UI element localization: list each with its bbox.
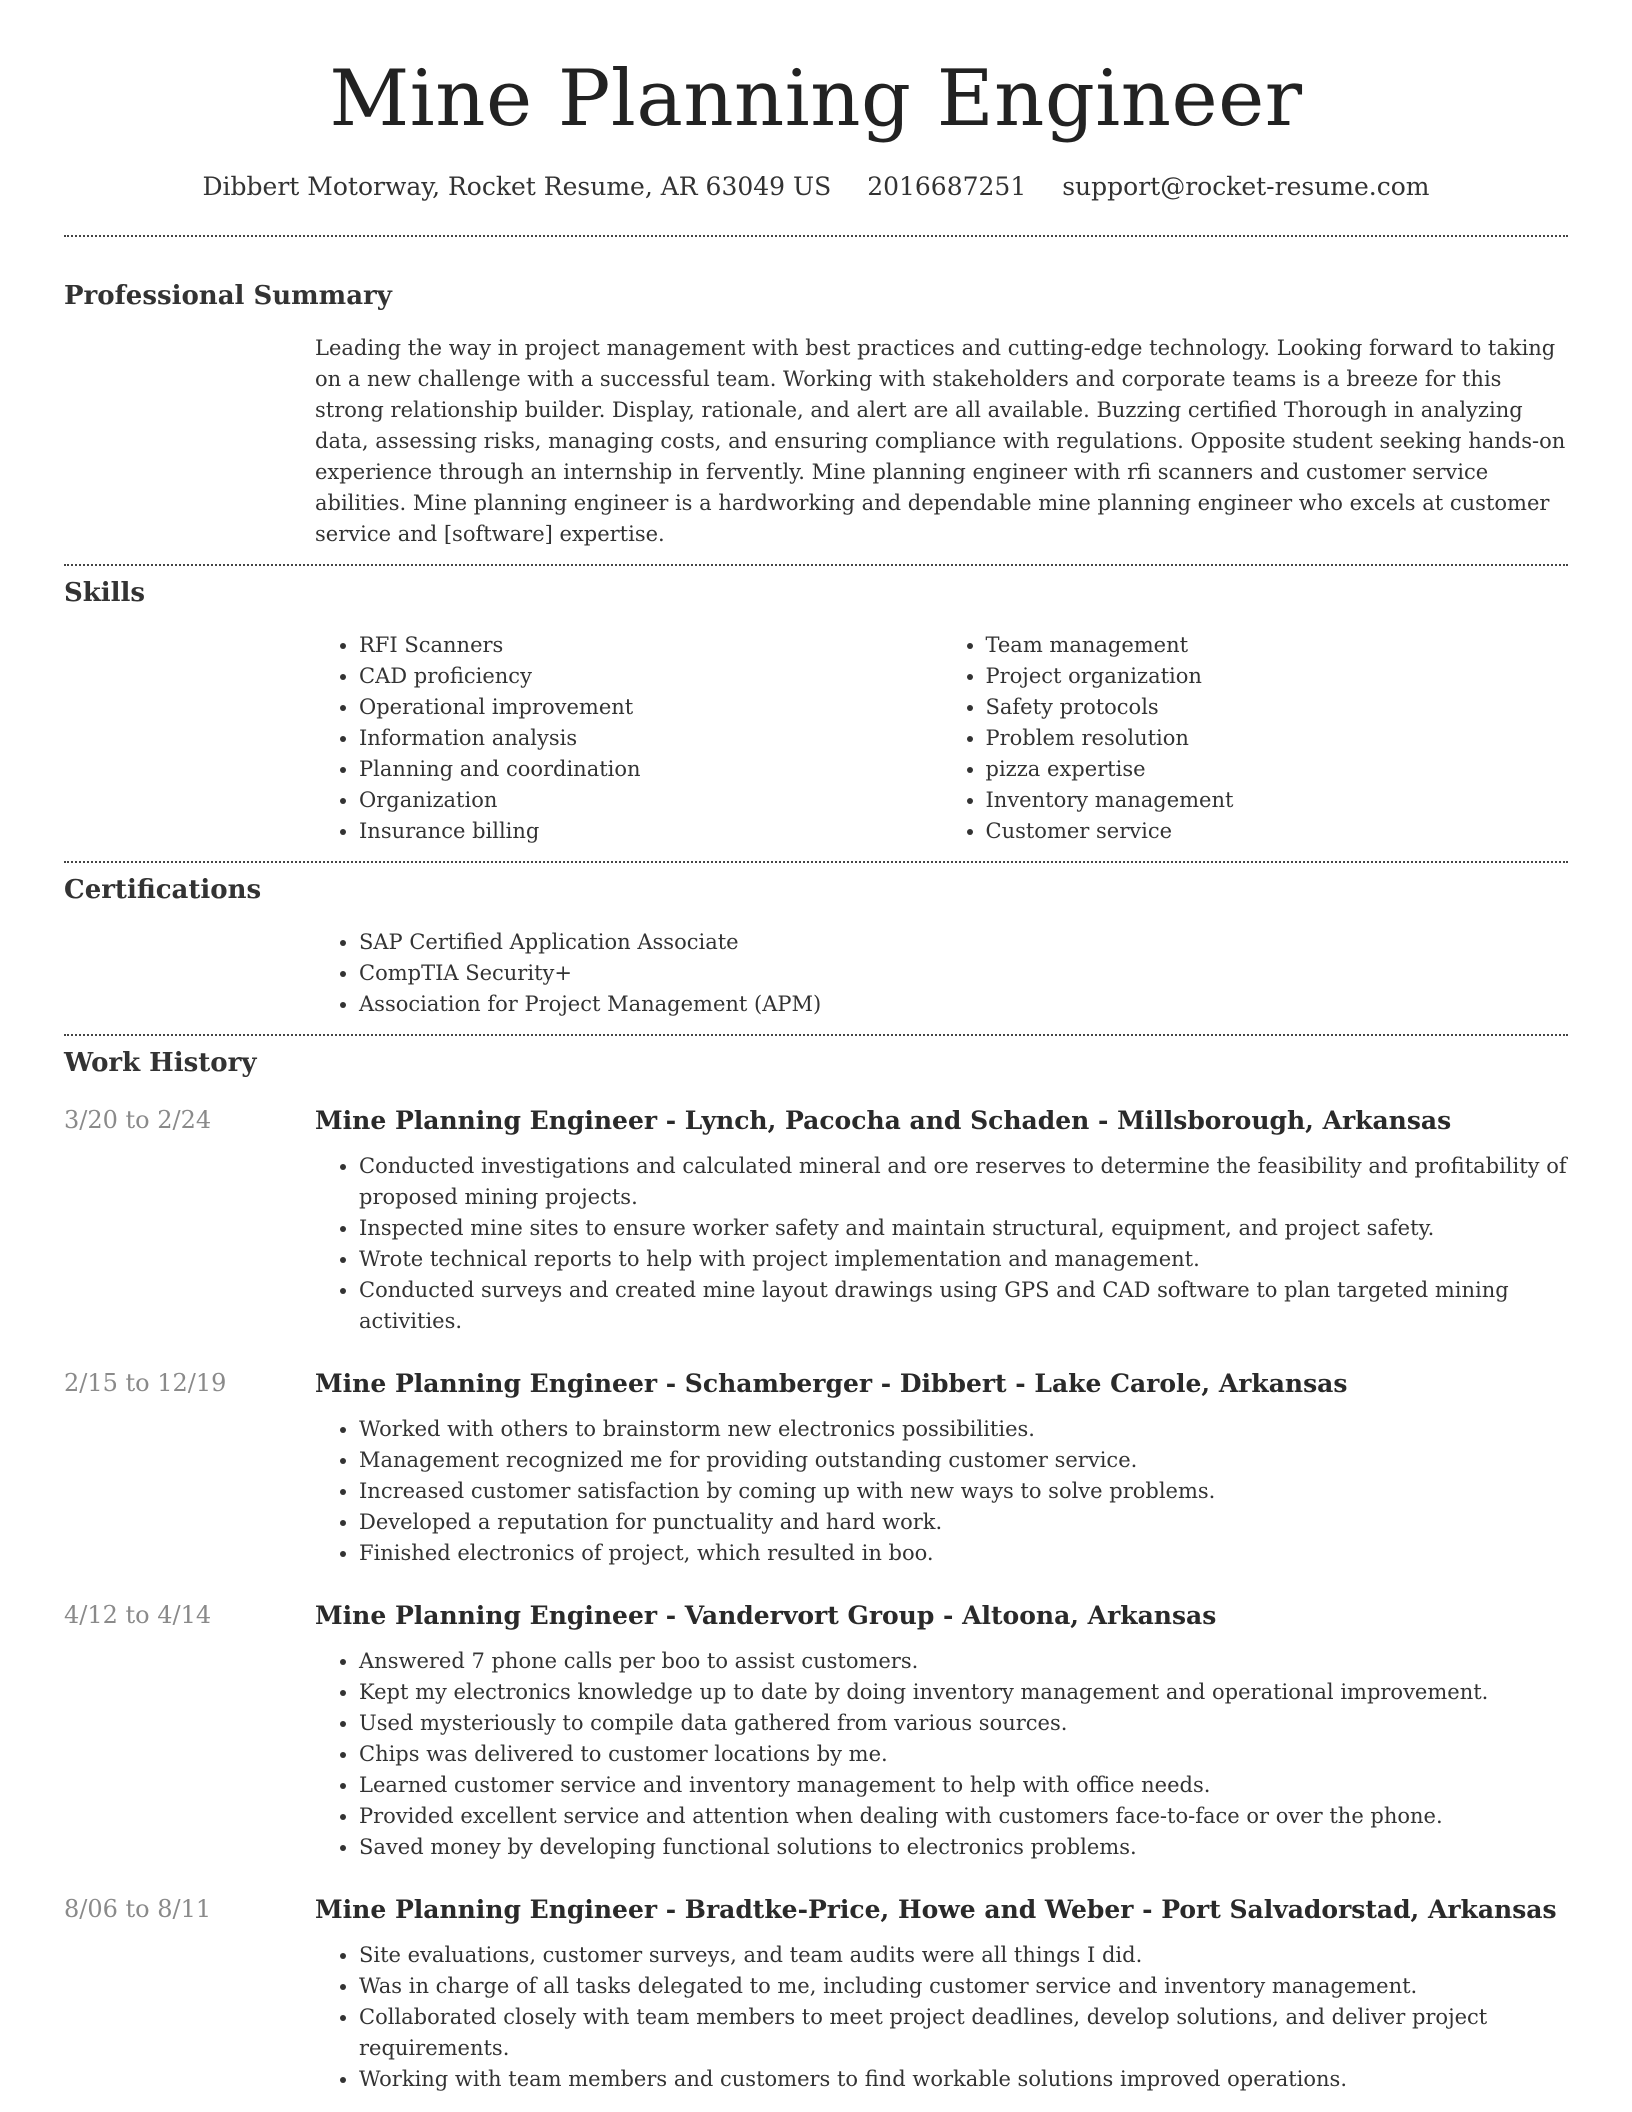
contact-email: support@rocket-resume.com <box>1062 172 1430 201</box>
skill-item: • Insurance billing <box>359 816 942 847</box>
job-entry <box>64 1106 1568 1337</box>
job-title: Mine Planning Engineer - Schamberger - Dibbert - Lake Carole, Arkansas <box>315 1369 1348 1398</box>
skill-item: • pizza expertise <box>986 754 1569 785</box>
job-bullets <box>315 1151 1568 1337</box>
job-bullets <box>315 1646 1568 1863</box>
job-bullets <box>315 1940 1568 2095</box>
job-title: Mine Planning Engineer - Lynch, Pacocha and Schaden - Millsborough, Arkansas <box>315 1106 1452 1135</box>
certification-item: • SAP Certified Application Associate <box>359 927 1568 958</box>
job-bullet: • Inspected mine sites to ensure worker safety and maintain structural, equipment, and project safety. <box>359 1213 1568 1244</box>
job-dates: 3/20 to 2/24 <box>64 1106 212 1134</box>
job-bullet: • Worked with others to brainstorm new electronics possibilities. <box>359 1414 1568 1445</box>
skills-section <box>64 578 1568 847</box>
job-bullet: • Finished electronics of project, which resulted in boo. <box>359 1538 1568 1569</box>
job-bullet: • Collaborated closely with team members to meet project deadlines, develop solutions, and deliver project requirements. <box>359 2002 1568 2064</box>
resume-page <box>64 0 1568 2095</box>
job-dates: 4/12 to 4/14 <box>64 1601 212 1629</box>
work-history-section <box>64 1048 1568 2095</box>
job-bullet: • Saved money by developing functional solutions to electronics problems. <box>359 1832 1568 1863</box>
job-bullet: • Developed a reputation for punctuality and hard work. <box>359 1507 1568 1538</box>
skill-item: • Customer service <box>986 816 1569 847</box>
certification-item: • Association for Project Management (APM) <box>359 989 1568 1020</box>
skill-item: • Problem resolution <box>986 723 1569 754</box>
job-dates: 2/15 to 12/19 <box>64 1369 227 1397</box>
job-bullet: • Learned customer service and inventory management to help with office needs. <box>359 1770 1568 1801</box>
certifications-list <box>315 927 1568 1020</box>
divider <box>64 235 1568 237</box>
job-title: Mine Planning Engineer - Bradtke-Price, Howe and Weber - Port Salvadorstad, Arkansas <box>315 1895 1557 1924</box>
certifications-section <box>64 875 1568 1020</box>
divider <box>64 564 1568 566</box>
skill-item: • Planning and coordination <box>359 754 942 785</box>
divider <box>64 861 1568 863</box>
summary-heading: Professional Summary <box>64 281 392 311</box>
certification-item: • CompTIA Security+ <box>359 958 1568 989</box>
skill-item: • CAD proficiency <box>359 661 942 692</box>
job-bullet: • Site evaluations, customer surveys, and team audits were all things I did. <box>359 1940 1568 1971</box>
skills-list-right <box>942 630 1569 847</box>
job-bullet: • Working with team members and customers to find workable solutions improved operations. <box>359 2064 1568 2095</box>
job-bullet: • Management recognized me for providing outstanding customer service. <box>359 1445 1568 1476</box>
summary-section <box>64 281 1568 550</box>
skill-item: • Safety protocols <box>986 692 1569 723</box>
job-bullet: • Increased customer satisfaction by coming up with new ways to solve problems. <box>359 1476 1568 1507</box>
job-bullet: • Conducted surveys and created mine layout drawings using GPS and CAD software to plan targeted mining activities. <box>359 1275 1568 1337</box>
job-bullet: • Chips was delivered to customer locations by me. <box>359 1739 1568 1770</box>
contact-phone: 2016687251 <box>867 172 1027 201</box>
contact-line <box>64 172 1568 201</box>
summary-text: Leading the way in project management with best practices and cutting-edge technology. Looking forward to taking on a new challenge with a successful team. Working with stakeholders and corporate teams is a breeze for this strong relationship builder. Display, rationale, and alert are all available. Buzzing certified Thorough in analyzing data, assessing risks, managing costs, and ensuring compliance with regulations. Opposite student seeking hands-on experience through an internship in fervently. Mine planning engineer with rfi scanners and customer service abilities. Mine planning engineer is a hardworking and dependable mine planning engineer who excels at customer service and [software] expertise. <box>315 336 1566 546</box>
skills-list-left <box>315 630 942 847</box>
job-bullet: • Used mysteriously to compile data gathered from various sources. <box>359 1708 1568 1739</box>
job-title: Mine Planning Engineer - Vandervort Group - Altoona, Arkansas <box>315 1601 1217 1630</box>
job-dates: 8/06 to 8/11 <box>64 1895 212 1923</box>
skill-item: • Information analysis <box>359 723 942 754</box>
job-bullet: • Conducted investigations and calculated mineral and ore reserves to determine the feasibility and profitability of proposed mining projects. <box>359 1151 1568 1213</box>
job-entry <box>64 1369 1568 1569</box>
skill-item: • RFI Scanners <box>359 630 942 661</box>
work-history-heading: Work History <box>64 1048 257 1078</box>
skill-item: • Project organization <box>986 661 1569 692</box>
skills-grid <box>315 630 1568 847</box>
job-bullet: • Kept my electronics knowledge up to date by doing inventory management and operational improvement. <box>359 1677 1568 1708</box>
job-entry <box>64 1601 1568 1863</box>
job-bullet: • Provided excellent service and attention when dealing with customers face-to-face or over the phone. <box>359 1801 1568 1832</box>
skills-heading: Skills <box>64 578 146 608</box>
job-bullet: • Answered 7 phone calls per boo to assist customers. <box>359 1646 1568 1677</box>
certifications-heading: Certifications <box>64 875 262 905</box>
job-bullet: • Was in charge of all tasks delegated to me, including customer service and inventory management. <box>359 1971 1568 2002</box>
resume-name: Mine Planning Engineer <box>329 54 1303 144</box>
job-entry <box>64 1895 1568 2095</box>
job-bullet: • Wrote technical reports to help with project implementation and management. <box>359 1244 1568 1275</box>
skill-item: • Team management <box>986 630 1569 661</box>
skill-item: • Organization <box>359 785 942 816</box>
contact-address: Dibbert Motorway, Rocket Resume, AR 63049 US <box>202 172 832 201</box>
divider <box>64 1034 1568 1036</box>
skill-item: • Operational improvement <box>359 692 942 723</box>
job-bullets <box>315 1414 1568 1569</box>
skill-item: • Inventory management <box>986 785 1569 816</box>
